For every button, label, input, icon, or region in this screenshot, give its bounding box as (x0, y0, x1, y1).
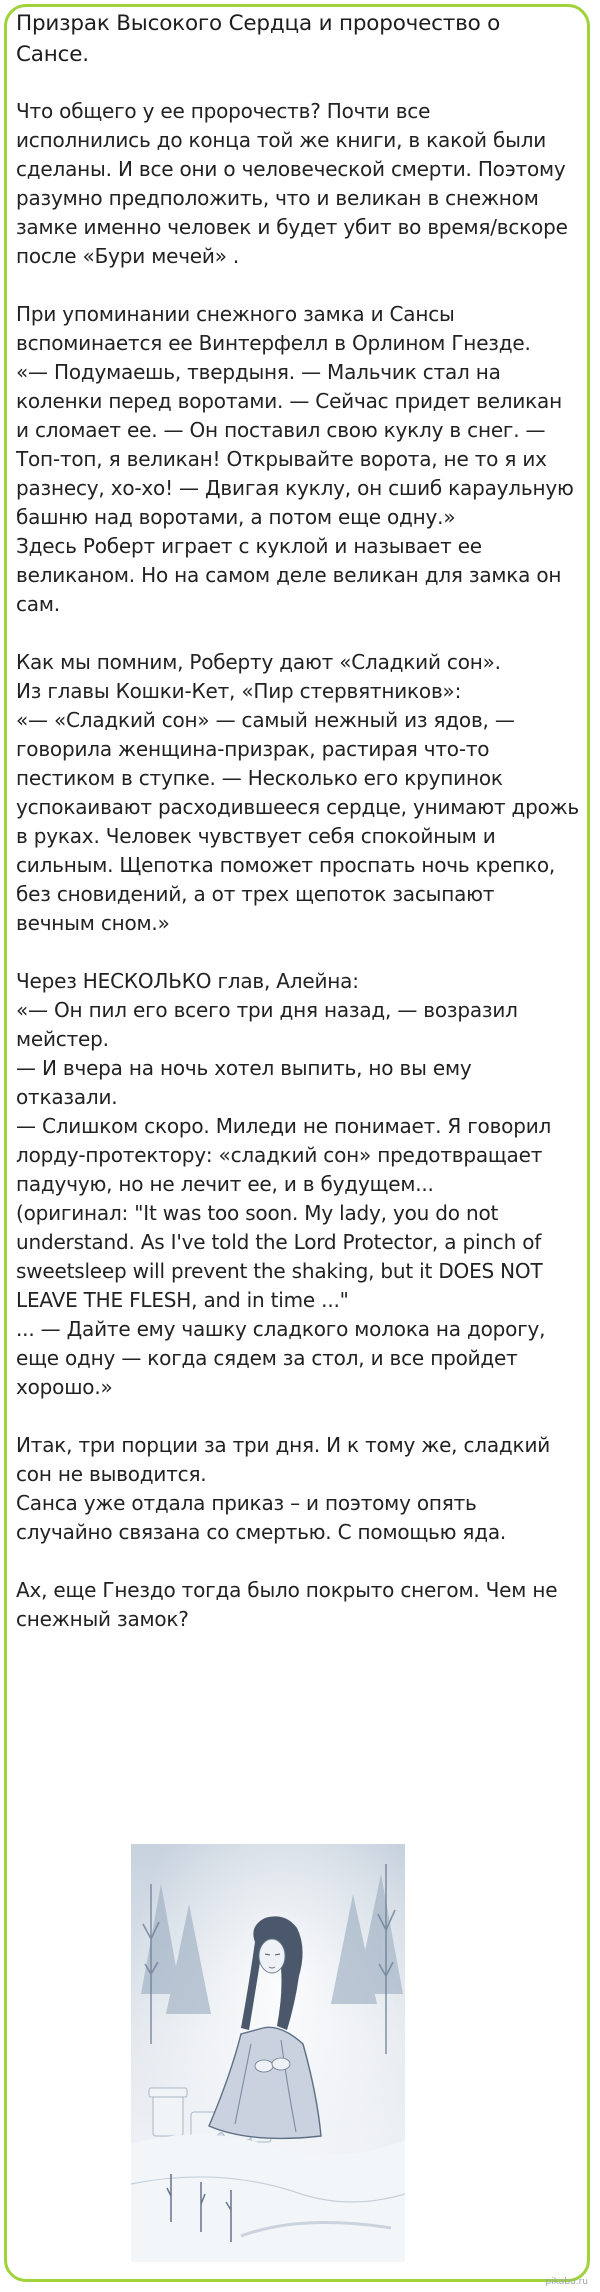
paragraph-three-doses (16, 1431, 584, 1547)
title-line: Сансе. (16, 42, 89, 67)
text-line: Ах, еще Гнездо тогда было покрыто снегом. Чем не (16, 1578, 558, 1602)
paragraph-prophecies (16, 97, 584, 271)
text-line: без сновидений, а от трех щепоток засыпают (16, 882, 495, 906)
text-line: ... — Дайте ему чашку сладкого молока на дорогу, (16, 1317, 546, 1341)
text-line: LEAVE THE FLESH, and in time ..." (16, 1288, 349, 1312)
text-line: вечным сном.» (16, 911, 170, 935)
text-line: после «Бури мечей» . (16, 244, 240, 268)
text-line: Что общего у ее пророчеств? Почти все (16, 99, 431, 123)
paragraph-sweetsleep (16, 648, 584, 938)
text-line: сделаны. И все они о человеческой смерти. Поэтому (16, 157, 566, 181)
text-line: падучую, но не лечит ее, и в будущем... (16, 1172, 434, 1196)
text-line: сильным. Щепотка поможет проспать ночь крепко, (16, 853, 556, 877)
text-line: understand. As I've told the Lord Protector, a pinch of (16, 1230, 542, 1254)
text-line: снежный замок? (16, 1607, 189, 1631)
text-line: успокаивают расходившееся сердце, унимают дрожь (16, 795, 580, 819)
text-line: sweetsleep will prevent the shaking, but it DOES NOT (16, 1259, 543, 1283)
text-line: (оригинал: "It was too soon. My lady, you do not (16, 1201, 499, 1225)
text-line: Санса уже отдала приказ – и поэтому опять (16, 1491, 477, 1515)
text-line: сон не выводится. (16, 1462, 207, 1486)
text-line: Итак, три порции за три дня. И к тому же, сладкий (16, 1433, 551, 1457)
post-title (16, 8, 584, 70)
text-line: — Слишком скоро. Миледи не понимает. Я говорил (16, 1114, 552, 1138)
text-line: Как мы помним, Роберту дают «Сладкий сон». (16, 650, 501, 674)
text-line: «— Он пил его всего три дня назад, — возразил (16, 998, 518, 1022)
paragraph-alayne (16, 967, 584, 1402)
text-line: «— «Сладкий сон» — самый нежный из ядов, — (16, 708, 515, 732)
title-line: Призрак Высокого Сердца и пророчество о (16, 11, 501, 36)
text-line: говорила женщина-призрак, растирая что-то (16, 737, 490, 761)
paragraph-eyrie-snow (16, 1576, 584, 1634)
text-line: замке именно человек и будет убит во время/вскоре (16, 215, 568, 239)
text-line: разумно предположить, что и великан в снежном (16, 186, 539, 210)
text-line: сам. (16, 592, 60, 616)
text-line: лорду-протектору: «сладкий сон» предотвращает (16, 1143, 543, 1167)
paragraph-snow-castle (16, 300, 584, 619)
text-line: «— Подумаешь, твердыня. — Мальчик стал на (16, 360, 501, 384)
text-line: в руках. Человек чувствует себя спокойным и (16, 824, 496, 848)
text-line: еще одну — когда сядем за стол, и все пройдет (16, 1346, 518, 1370)
text-line: отказали. (16, 1085, 118, 1109)
text-line: Здесь Роберт играет с куклой и называет ее (16, 534, 482, 558)
text-line: башню над воротами, а потом еще одну.» (16, 505, 456, 529)
text-line: При упоминании снежного замка и Сансы (16, 302, 455, 326)
text-line: случайно связана со смертью. С помощью яда. (16, 1520, 507, 1544)
text-line: хорошо.» (16, 1375, 113, 1399)
text-line: Через НЕСКОЛЬКО глав, Алейна: (16, 969, 359, 993)
text-line: и сломает ее. — Он поставил свою куклу в снег. — (16, 418, 546, 442)
watermark: pikabu.ru (545, 2277, 588, 2287)
text-line: исполнились до конца той же книги, в какой были (16, 128, 547, 152)
sansa-snow-castle-illustration (131, 1844, 405, 2262)
text-line: Топ-топ, я великан! Открывайте ворота, не то я их (16, 447, 547, 471)
text-line: — И вчера на ночь хотел выпить, но вы ему (16, 1056, 472, 1080)
text-line: великаном. Но на самом деле великан для замка он (16, 563, 562, 587)
text-line: разнесу, хо-хо! — Двигая куклу, он сшиб караульную (16, 476, 574, 500)
text-line: вспоминается ее Винтерфелл в Орлином Гнезде. (16, 331, 531, 355)
text-line: коленки перед воротами. — Сейчас придет великан (16, 389, 562, 413)
text-line: Из главы Кошки-Кет, «Пир стервятников»: (16, 679, 462, 703)
text-line: пестиком в ступке. — Несколько его крупинок (16, 766, 503, 790)
text-line: мейстер. (16, 1027, 109, 1051)
post-content (16, 8, 584, 1634)
